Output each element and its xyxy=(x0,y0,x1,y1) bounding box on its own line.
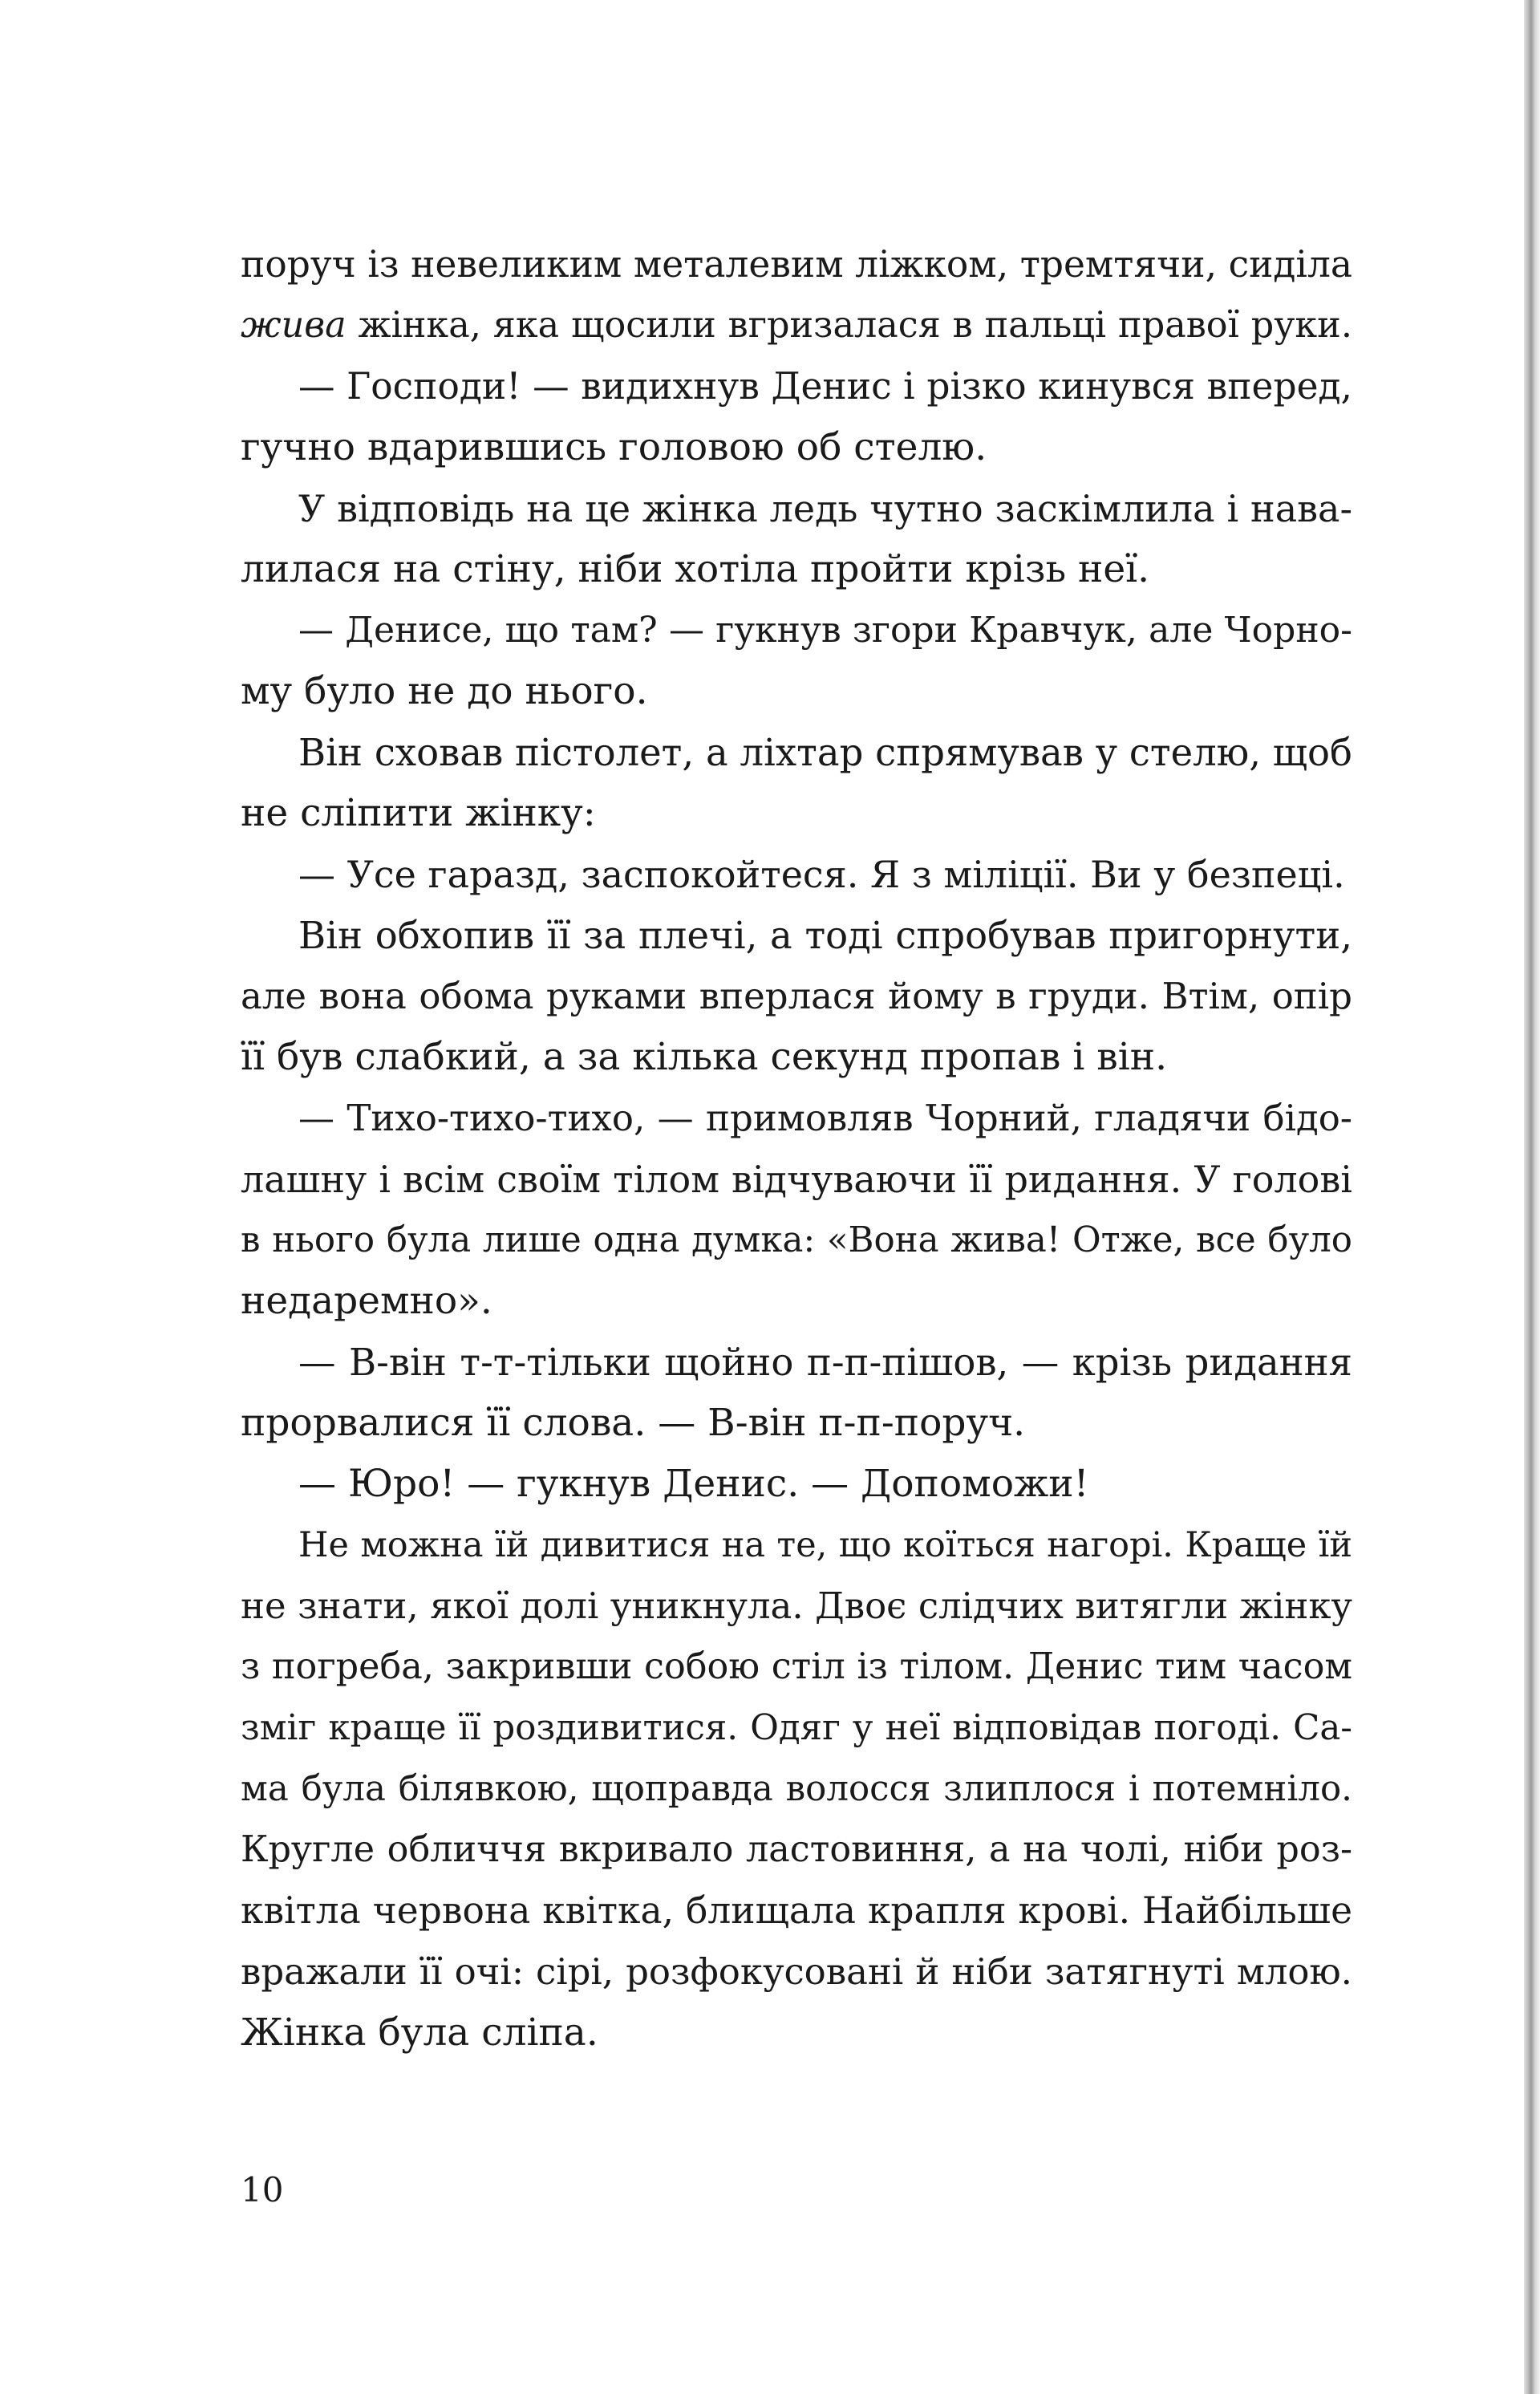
emphasized-word: жива xyxy=(241,305,346,346)
text-line: У відповідь на це жінка ледь чутно заскімлила і нава- xyxy=(298,487,1352,530)
text-line: квітла червона квітка, блищала крапля крові. Найбільше xyxy=(241,1889,1352,1932)
text-line: лашну і всім своїм тілом відчуваючи її ридання. У голові xyxy=(241,1158,1352,1201)
text-line: — Господи! — видихнув Денис і різко кинувся вперед, xyxy=(298,365,1352,408)
text-line: зміг краще її роздивитися. Одяг у неї відповідав погоді. Са- xyxy=(241,1708,1352,1748)
text-line: але вона обома руками вперлася йому в груди. Втім, опір xyxy=(241,975,1352,1017)
text-line: — Усе гаразд, заспокойтеся. Я з міліції. Ви у безпеці. xyxy=(298,853,1345,896)
text-line: Він сховав пістолет, а ліхтар спрямував у стелю, щоб xyxy=(298,731,1352,774)
text-line: Він обхопив її за плечі, а тоді спробував пригорнути, xyxy=(298,914,1352,957)
text-line: гучно вдарившись головою об стелю. xyxy=(241,425,987,469)
page-edge xyxy=(1524,0,1540,2394)
text-line: — Юро! — гукнув Денис. — Допоможи! xyxy=(298,1462,1089,1506)
text-line: Кругле обличчя вкривало ластовиння, а на чолі, ніби роз- xyxy=(241,1829,1352,1870)
text-line xyxy=(241,295,1352,356)
text-line: прорвалися її слова. — В-він п-п-поруч. xyxy=(241,1401,1026,1445)
body-text xyxy=(241,234,1352,2063)
text-line-rest: жінка, яка щосили вгризалася в пальці правої руки. xyxy=(346,305,1352,346)
text-line: в нього була лише одна думка: «Вона жива! Отже, все було xyxy=(241,1220,1352,1260)
text-line: му було не до нього. xyxy=(241,669,648,713)
text-line: не знати, якої долі уникнула. Двоє слідчих витягли жінку xyxy=(241,1585,1352,1627)
text-line: її був слабкий, а за кілька секунд пропав і він. xyxy=(241,1035,1168,1079)
text-line: поруч із невеликим металевим ліжком, тремтячи, сиділа xyxy=(241,243,1352,286)
page-number: 10 xyxy=(241,2170,284,2209)
text-line: Не можна їй дивитися на те, що коїться нагорі. Краще їй xyxy=(298,1525,1352,1565)
text-line: — Тихо-тихо-тихо, — примовляв Чорний, гладячи бідо- xyxy=(298,1097,1352,1139)
text-line: — В-він т-т-тільки щойно п-п-пішов, — крізь ридання xyxy=(298,1341,1352,1384)
text-line: Жінка була сліпа. xyxy=(241,2011,598,2055)
text-line: вражали її очі: сірі, розфокусовані й ніби затягнуті млою. xyxy=(241,1950,1352,1993)
text-line: лилася на стіну, ніби хотіла пройти крізь неї. xyxy=(241,547,1150,591)
text-line: недаремно». xyxy=(241,1279,492,1323)
text-line: ма була білявкою, щоправда волосся злиплося і потемніло. xyxy=(241,1769,1352,1809)
text-line: з погреба, закривши собою стіл із тілом. Денис тим часом xyxy=(241,1646,1352,1687)
text-line: не сліпити жінку: xyxy=(241,791,596,835)
text-line: — Денисе, що там? — гукнув згори Кравчук, але Чорно- xyxy=(298,610,1352,651)
